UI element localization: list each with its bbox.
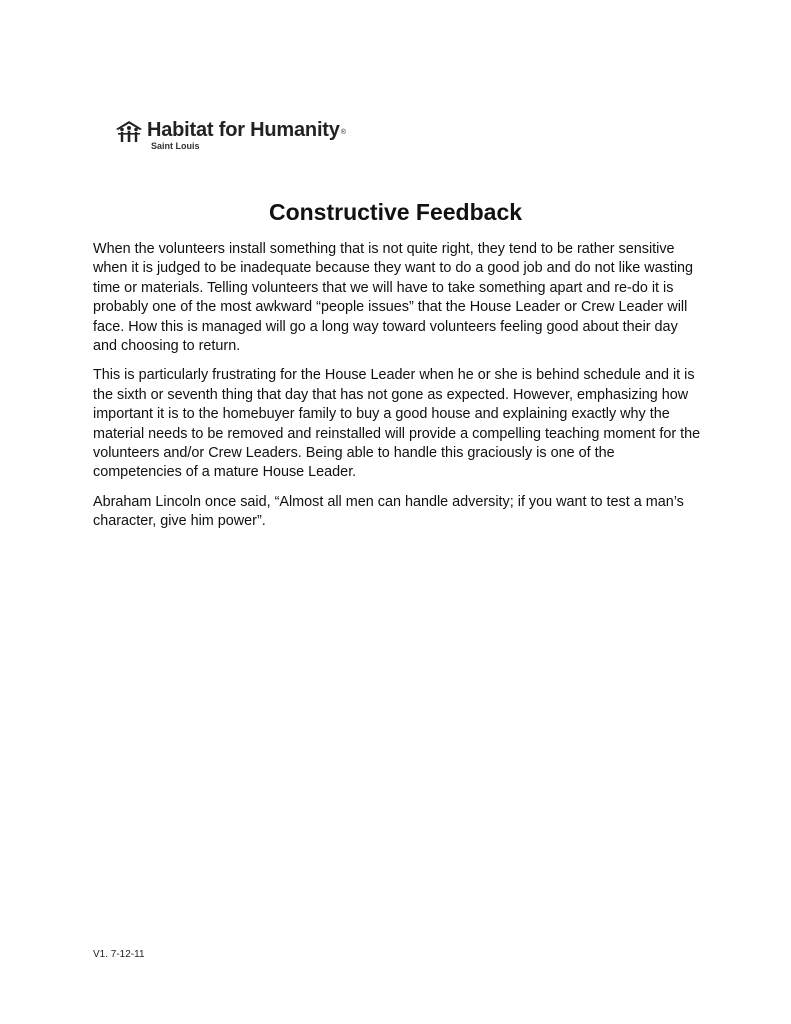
logo-subtitle: Saint Louis — [151, 141, 200, 151]
version-footer: V1. 7-12-11 — [93, 949, 145, 960]
logo-name: Habitat for Humanity® — [147, 119, 346, 141]
document-title: Constructive Feedback — [268, 199, 523, 225]
habitat-logo — [115, 118, 346, 151]
paragraph-1: When the volunteers install something that is not quite right, they tend to be rather sensitive when it is judged to be inadequate because they want to do a good job and do not like wasting time or materials. Telling volunteers that we will have to take something apart and re-do it is probably one of the most awkward “people issues” that the House Leader or Crew Leader will face. How this is managed will go a long way toward volunteers feeling good about their day and choosing to return. — [93, 241, 694, 355]
document-body — [93, 240, 703, 542]
paragraph-2: This is particularly frustrating for the House Leader when he or she is behind schedule and it is the sixth or seventh thing that day that has not gone as expected. However, emphasizing how important it is to the homebuyer family to buy a good house and explaining exactly why the material needs to be removed and reinstalled will provide a compelling teaching moment for the volunteers and/or Crew Leaders. Being able to handle this graciously is one of the competencies of a mature House Leader. — [93, 367, 701, 481]
house-people-logo-icon — [115, 120, 143, 144]
paragraph-3: Abraham Lincoln once said, “Almost all men can handle adversity; if you want to test a man’s character, give him power”. — [93, 493, 684, 530]
